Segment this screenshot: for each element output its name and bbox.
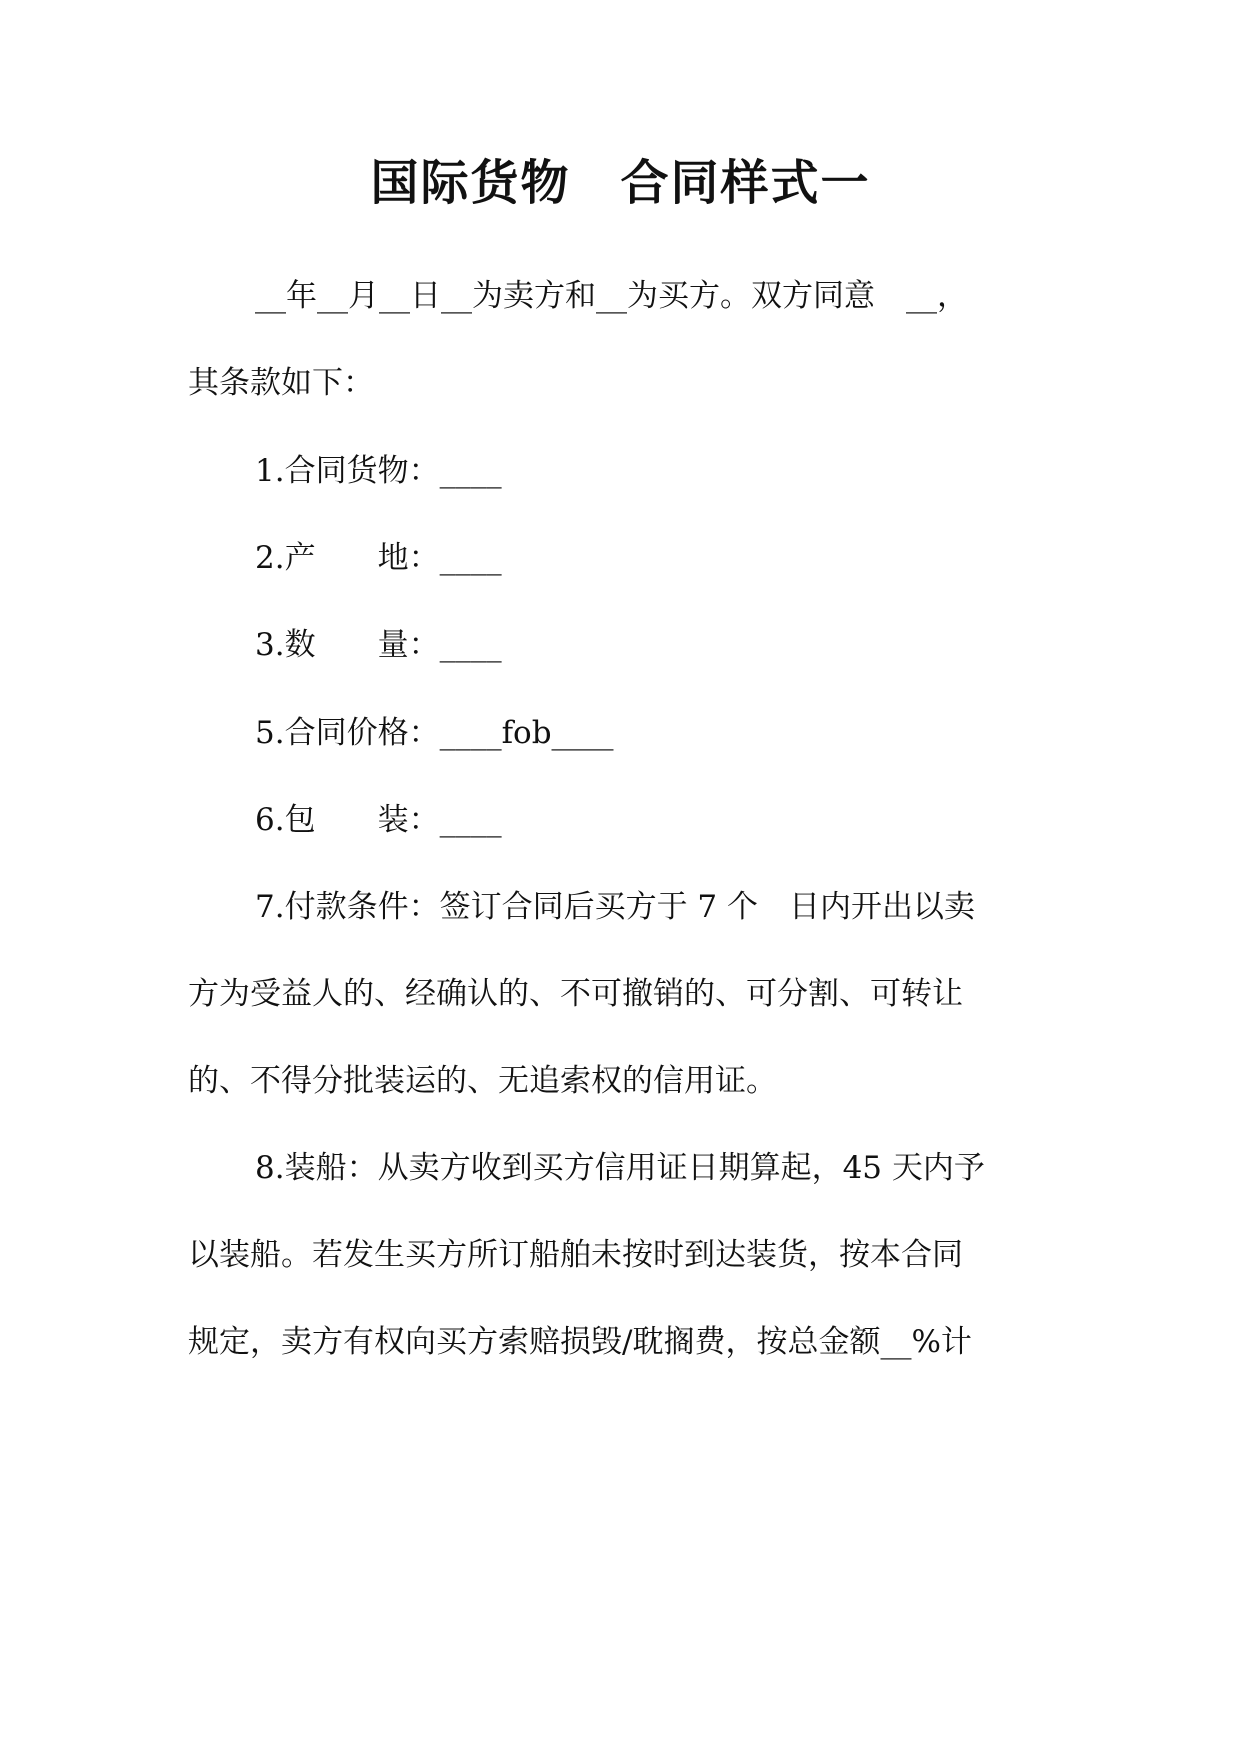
intro-line-2: 其条款如下：: [188, 365, 374, 401]
clause-3-quantity: 3.数 量：____: [255, 627, 502, 663]
intro-line-1: __年__月__日__为卖方和__为买方。双方同意 __，: [255, 278, 968, 314]
clause-5-price: 5.合同价格：____fob____: [255, 715, 614, 751]
clause-7-payment-line-2: 方为受益人的、经确认的、不可撤销的、可分割、可转让: [188, 976, 963, 1012]
clause-1-goods: 1.合同货物：____: [255, 453, 502, 489]
clause-7-payment-line-3: 的、不得分批装运的、无追索权的信用证。: [188, 1063, 777, 1099]
clause-8-shipment-line-1: 8.装船：从卖方收到买方信用证日期算起，45 天内予: [255, 1150, 985, 1186]
clause-8-shipment-line-3: 规定，卖方有权向买方索赔损毁/耽搁费，按总金额__%计: [188, 1324, 972, 1360]
clause-6-packing: 6.包 装：____: [255, 802, 502, 838]
clause-7-payment-line-1: 7.付款条件：签订合同后买方于 7 个 日内开出以卖: [255, 889, 976, 925]
clause-2-origin: 2.产 地：____: [255, 540, 502, 576]
document-title: 国际货物 合同样式一: [370, 155, 871, 211]
clause-8-shipment-line-2: 以装船。若发生买方所订船舶未按时到达装货，按本合同: [188, 1237, 963, 1273]
